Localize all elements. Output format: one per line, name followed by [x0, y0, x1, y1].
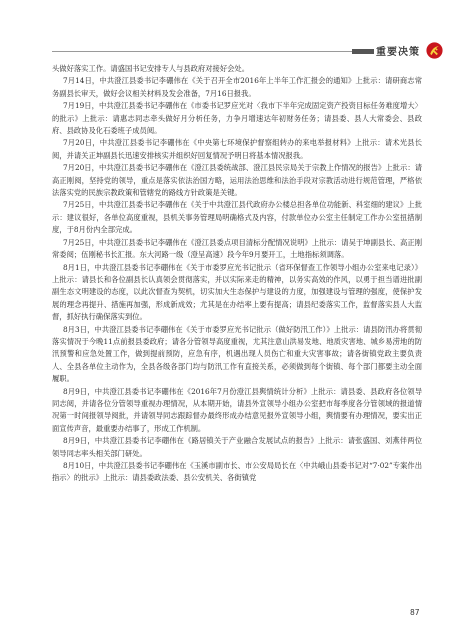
paragraph: 8月9日，中共澄江县委书记李硼伟在《2016年7月份澄江县舆情统计分析》上批示：请县委、县政府各位领导同志阅，并请各位分管领导重视办理情况，从本期开始，请县外宣领导小组办公室把市每季度各分管领域的报道情况第一时间报领导阅批，并请领导同志跟踪督办最终形成办结意见报外宣领导小组，舆情要有办理情况，要实出正面宣传声音，最重要办结事了，形成工作机制。 [52, 386, 422, 433]
paragraph: 8月10日，中共澄江县委书记李硼伟在《玉溪市副市长、市公安局局长在〈中共峨山县委书记对“7·02”专案作出指示〉的批示》上批示：请县委政法委、县公安机关、各街镇党 [52, 461, 422, 483]
header-accent-bar [352, 49, 374, 54]
paragraph: 7月20日，中共澄江县委书记李硼伟在《澄江县委统战部、澄江县民宗局关于宗教上作情况的报告》上批示：请高正刚阅，坚持党的领导，重点是落实依法治国方略，运用法治思维和法治手段对宗教活动进行规范管理，严格依法落实党的民族宗教政策和管辖党的路线方针政策是关键。 [52, 163, 422, 198]
paragraph: 7月20日，中共澄江县委书记李硼伟在《中央第七环境保护督察组转办的来电举报材料》上批示：请术光县长阅，并请关正坤副县长迅速安排核实并组织好回复情况予明日将基本情况报我。 [52, 138, 422, 160]
paragraph: 7月14日，中共澄江县委书记李硼伟在《关于召开全市2016年上半年工作汇报会的通知》上批示：请研商志常务副县长审天，做好会议相关材料及发会准备，7月16日报我。 [52, 76, 422, 98]
paragraph: 头做好落实工作。请盛国书记安排专人与县政府对接好会处。 [52, 64, 250, 73]
paragraph: 8月3日，中共澄江县委书记李硼伟在《关于市委罗应光书记批示（做好防汛工作）》上批示：请县防汛办将贯彻落实情况于今晚11点前报县委政府；请各分管领导高度重视，尤其注意山洪易发地、地质灾害地、城乡易涝地的防汛预警和应急处置工作，做到提前预防，应急有序，机遇出现人员伤亡和重大灾害事故；请各街镇党政主要负责人、全县各单位主动作为，全县各级各部门均与防汛工作有直接关系，必须做到每个街镇、每个部门都要主动全面履职。 [52, 324, 422, 384]
party-emblem-icon [426, 42, 443, 59]
section-title: 重要决策 [376, 47, 420, 58]
paragraph: 7月25日，中共澄江县委书记李硼伟在《关于中共澄江县代政府办公楼总担各单位功能新、科室细的建议》上批示：建议很好，各单位高度重视，县机关事务管理局明确格式及内容，付款单位办公室主任制定工作办公室扭措制度，于8月份内全部完成。 [52, 200, 422, 235]
header-rule [52, 51, 352, 52]
page-header [0, 0, 468, 60]
paragraph: 8月9日，中共澄江县委书记李硼伟在《路居镇关于产业融合发展试点的报告》上批示：请张盛国、刘燕伴两位领导同志率头相关部门研处。 [52, 436, 422, 458]
page-number: 87 [410, 608, 420, 617]
paragraph: 8月1日，中共澄江县委书记李硼伟在《关于市委罗应光书记批示（省环保督查工作领导小组办公室来电记录）》上批示：请县长和各位副县长认真领会贯彻落实，并以实际来走的精神，以务实高效的作风，以勇于担当谱进批副副生态文明建设的态度，以此次督查为契机，切实加大生态保护与建设的力度，加强建设与管理的强度，使保护发展的理念再提升、措施再加强，形成新成效；尤其是在办结率上要有提高；请县纪委落实工作，监督落实县人大监督，抓好执行确保落实到位。 [52, 262, 422, 322]
paragraph: 7月25日，中共澄江县委书记李硼伟在《澄江县委点项目清标分配情况说明》上批示：请吴于坤副县长、高正刚常委阅；伍刚秘书长汇报。东大河路一级（澄呈高速）段今年9月要开工，土地指标须调落。 [52, 237, 422, 260]
document-body [52, 63, 422, 603]
paragraph: 7月19日，中共澄江县委书记李硼伟在《市委书记罗应光对〈我市下半年完成固定资产投资目标任务难度增大〉的批示》上批示：请惠志同志牵头做好月分析任务，力争月增速达年初财务任务；请县委、县人大常委会、县政府、县政协及化石委班子成员阅。 [52, 101, 422, 136]
